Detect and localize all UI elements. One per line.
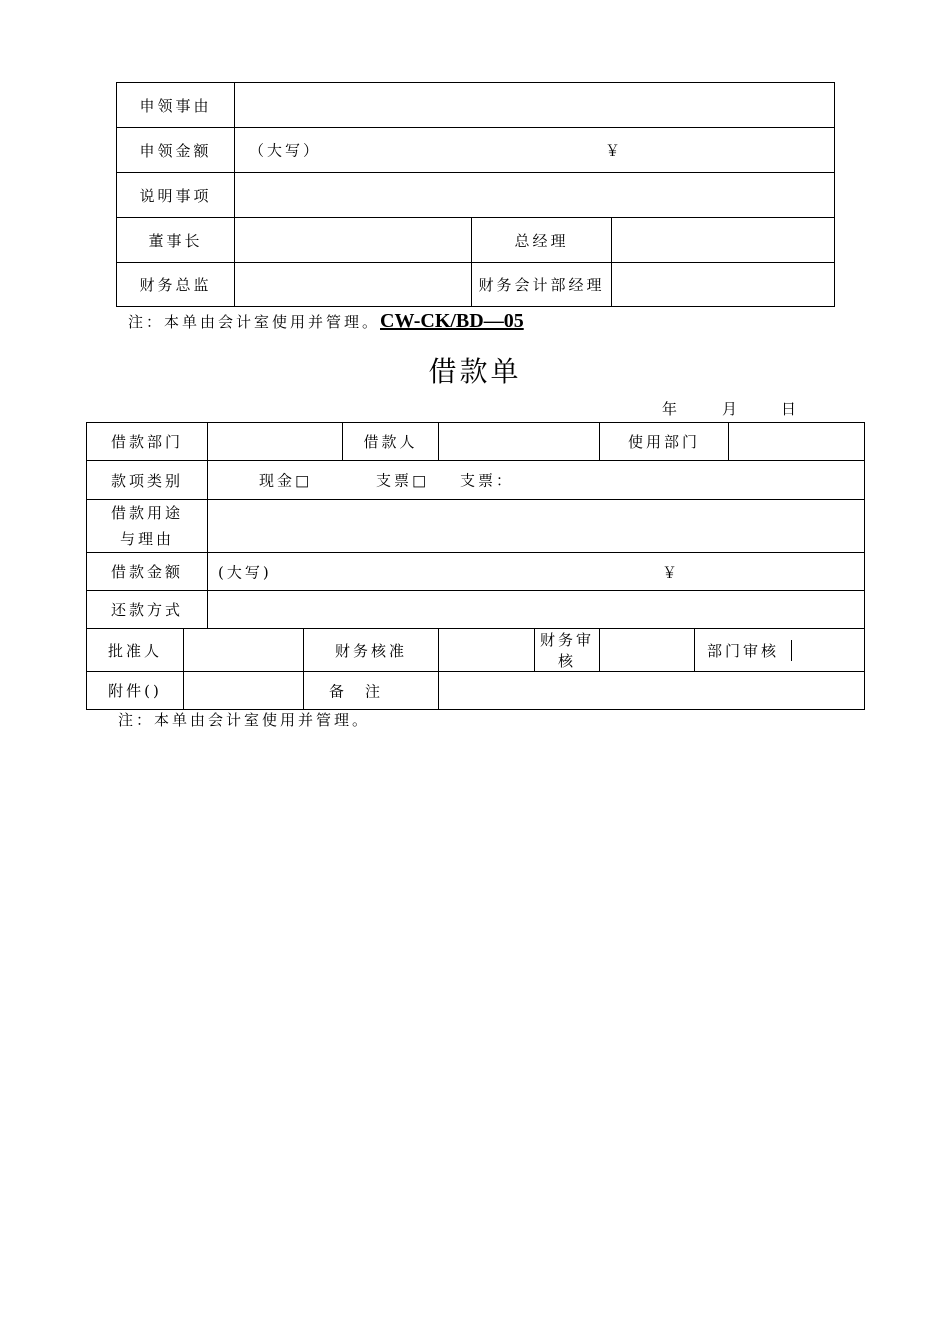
loan-amount-caps-label: (大写) xyxy=(218,563,272,581)
cfo-field[interactable] xyxy=(235,263,472,307)
purpose-field[interactable] xyxy=(208,500,865,553)
date-day-label: 日 xyxy=(781,400,797,418)
loan-row-1 xyxy=(87,423,865,461)
amount-label: 申领金额 xyxy=(117,128,235,173)
payment-type-field xyxy=(208,461,865,500)
signoff-row-1 xyxy=(117,218,835,263)
finance-review-field[interactable] xyxy=(600,629,695,672)
reason-field[interactable] xyxy=(235,83,835,128)
amount-caps-label: （大写） xyxy=(249,141,322,160)
finance-approval-label: 财务核准 xyxy=(304,629,439,672)
dept-review-field[interactable] xyxy=(792,640,864,661)
approver-field[interactable] xyxy=(184,629,304,672)
general-manager-label: 总经理 xyxy=(472,218,612,263)
memo-label: 备 注 xyxy=(329,682,384,700)
loan-row-3 xyxy=(87,500,865,553)
remarks-field[interactable] xyxy=(235,173,835,218)
accounting-manager-field[interactable] xyxy=(612,263,835,307)
loan-row-4 xyxy=(87,553,865,591)
user-dept-label: 使用部门 xyxy=(600,423,729,461)
reason-label: 申领事由 xyxy=(117,83,235,128)
general-manager-field[interactable] xyxy=(612,218,835,263)
approver-label: 批准人 xyxy=(87,629,184,672)
loan-row-2 xyxy=(87,461,865,500)
form-code: CW-CK/BD—05 xyxy=(380,310,524,332)
cash-checkbox[interactable]: 现金□ xyxy=(259,471,313,490)
date-year-label: 年 xyxy=(662,400,678,418)
form2-note: 注：本单由会计室使用并管理。 xyxy=(118,711,371,729)
loan-row-7 xyxy=(87,672,865,710)
repayment-method-field[interactable] xyxy=(208,591,865,629)
user-dept-field[interactable] xyxy=(729,423,865,461)
remarks-row xyxy=(117,173,835,218)
check-number-label: 支票： xyxy=(460,471,515,490)
repayment-method-label: 还款方式 xyxy=(87,591,208,629)
loan-amount-label: 借款金额 xyxy=(87,553,208,591)
date-month-label: 月 xyxy=(722,400,738,418)
purpose-label-line-1: 借款用途 xyxy=(111,504,184,522)
chairman-label: 董事长 xyxy=(117,218,235,263)
memo-label-cell xyxy=(304,672,439,710)
signoff-row-2 xyxy=(117,263,835,307)
loan-amount-field[interactable] xyxy=(208,553,865,591)
loan-row-5 xyxy=(87,591,865,629)
loan-yen-symbol: ￥ xyxy=(662,563,681,581)
check-checkbox[interactable]: 支票□ xyxy=(376,471,430,490)
loan-row-6 xyxy=(87,629,865,672)
yen-symbol: ￥ xyxy=(605,141,624,160)
borrower-field[interactable] xyxy=(439,423,600,461)
finance-approval-field[interactable] xyxy=(439,629,535,672)
borrowing-dept-field[interactable] xyxy=(208,423,343,461)
remarks-label: 说明事项 xyxy=(117,173,235,218)
memo-field[interactable] xyxy=(439,672,865,710)
form1-note-text: 注：本单由会计室使用并管理。 xyxy=(128,313,381,331)
purpose-label xyxy=(87,500,208,553)
finance-review-label: 财务审核 xyxy=(535,629,600,672)
reason-row xyxy=(117,83,835,128)
form1-note xyxy=(128,310,524,333)
borrower-label: 借款人 xyxy=(343,423,439,461)
loan-form-table xyxy=(86,422,865,710)
attachment-field[interactable] xyxy=(184,672,304,710)
borrowing-dept-label: 借款部门 xyxy=(87,423,208,461)
payment-type-label: 款项类别 xyxy=(87,461,208,500)
dept-review-label: 部门审核 xyxy=(695,640,792,661)
page-title: 借款单 xyxy=(428,355,522,388)
purpose-label-line-2: 与理由 xyxy=(120,530,175,548)
chairman-field[interactable] xyxy=(235,218,472,263)
cfo-label: 财务总监 xyxy=(117,263,235,307)
amount-field[interactable] xyxy=(235,128,835,173)
accounting-manager-label: 财务会计部经理 xyxy=(472,263,612,307)
requisition-form-table xyxy=(116,82,835,307)
dept-review-cell xyxy=(695,629,865,672)
attachment-label: 附件() xyxy=(87,672,184,710)
amount-row xyxy=(117,128,835,173)
